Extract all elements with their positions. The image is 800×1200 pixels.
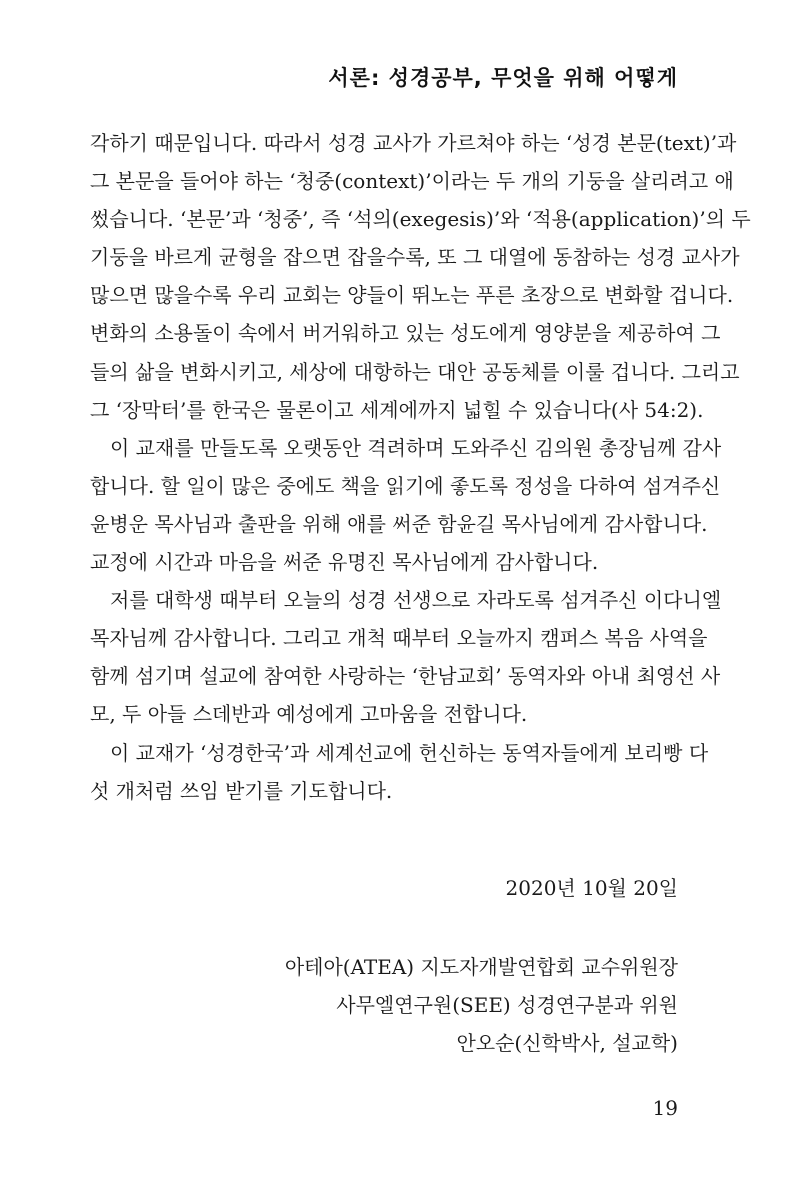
- text-line: 섯 개처럼 쓰임 받기를 기도합니다.: [90, 778, 393, 803]
- text-line: 이 교재가 ‘성경한국’과 세계선교에 헌신하는 동역자들에게 보리빵 다: [110, 740, 709, 765]
- text-line: 썼습니다. ‘본문’과 ‘청중’, 즉 ‘석의(exegesis)’와 ‘적용(application)’의 두: [90, 207, 751, 232]
- running-header: 서론: 성경공부, 무엇을 위해 어떻게: [328, 66, 678, 90]
- text-line: 들의 삶을 변화시키고, 세상에 대항하는 대안 공동체를 이룰 겁니다. 그리고: [90, 359, 740, 384]
- text-line: 기둥을 바르게 균형을 잡으면 잡을수록, 또 그 대열에 동참하는 성경 교사가: [90, 245, 740, 270]
- text-line: 각하기 때문입니다. 따라서 성경 교사가 가르쳐야 하는 ‘성경 본문(text)’과: [90, 131, 737, 155]
- text-line: 모, 두 아들 스데반과 예성에게 고마움을 전합니다.: [90, 702, 528, 727]
- text-line: 교정에 시간과 마음을 써준 유명진 목사님에게 감사합니다.: [90, 550, 599, 575]
- text-line: 그 ‘장막터’를 한국은 물론이고 세계에까지 넓힐 수 있습니다(사 54:2).: [90, 397, 704, 422]
- date-line: 2020년 10월 20일: [505, 876, 678, 900]
- signature-author: 안오순(신학박사, 설교학): [456, 1031, 678, 1055]
- body-text: [90, 124, 751, 810]
- text-line: 이 교재를 만들도록 오랫동안 격려하며 도와주신 김의원 총장님께 감사: [110, 435, 722, 460]
- signature-block: [285, 948, 678, 1062]
- text-line: 많으면 많을수록 우리 교회는 양들이 뛰노는 푸른 초장으로 변화할 겁니다.: [90, 283, 734, 308]
- page-number: 19: [652, 1096, 678, 1120]
- text-line: 합니다. 할 일이 많은 중에도 책을 읽기에 좋도록 정성을 다하여 섬겨주신: [90, 473, 721, 498]
- signature-affiliation: 아테아(ATEA) 지도자개발연합회 교수위원장: [284, 955, 678, 979]
- text-line: 그 본문을 들어야 하는 ‘청중(context)’이라는 두 개의 기둥을 살리려고 애: [90, 169, 734, 194]
- text-line: 목자님께 감사합니다. 그리고 개척 때부터 오늘까지 캠퍼스 복음 사역을: [90, 626, 708, 651]
- text-line: 저를 대학생 때부터 오늘의 성경 선생으로 자라도록 섬겨주신 이다니엘: [110, 588, 722, 613]
- text-line: 함께 섬기며 설교에 참여한 사랑하는 ‘한남교회’ 동역자와 아내 최영선 사: [90, 664, 721, 689]
- text-line: 변화의 소용돌이 속에서 버거워하고 있는 성도에게 영양분을 제공하여 그: [90, 321, 721, 346]
- text-line: 윤병운 목사님과 출판을 위해 애를 써준 함윤길 목사님에게 감사합니다.: [90, 511, 708, 536]
- signature-position: 사무엘연구원(SEE) 성경연구분과 위원: [336, 993, 678, 1017]
